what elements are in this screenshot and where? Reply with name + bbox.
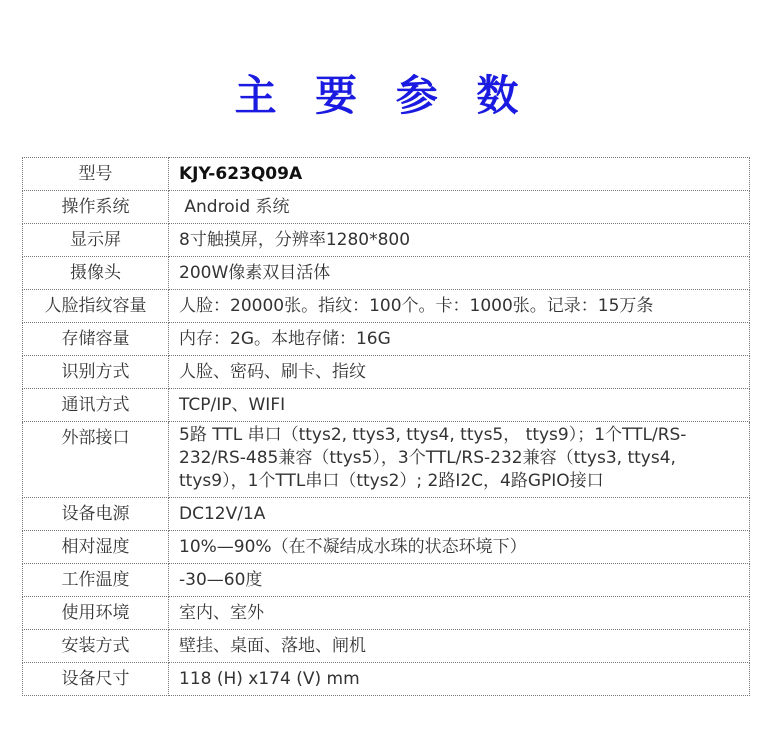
table-row [23, 323, 750, 356]
row-label-interfaces: 外部接口 [23, 422, 169, 498]
table-row [23, 191, 750, 224]
row-label-communication: 通讯方式 [23, 389, 169, 422]
table-row [23, 389, 750, 422]
row-value-temperature: -30—60度 [169, 564, 750, 597]
table-row [23, 663, 750, 696]
row-value-camera: 200W像素双目活体 [169, 257, 750, 290]
spec-table [22, 157, 750, 696]
row-value-dimensions: 118 (H) x174 (V) mm [169, 663, 750, 696]
table-row [23, 564, 750, 597]
row-value-power: DC12V/1A [169, 498, 750, 531]
row-value-model: KJY-623Q09A [169, 158, 750, 191]
row-label-power: 设备电源 [23, 498, 169, 531]
table-row [23, 257, 750, 290]
page-title: 主 要 参 数 [234, 71, 531, 120]
row-value-capacity: 人脸：20000张。指纹：100个。卡：1000张。记录：15万条 [169, 290, 750, 323]
row-value-interfaces: 5路 TTL 串口（ttys2, ttys3, ttys4, ttys5， ttys9）；1个TTL/RS-232/RS-485兼容（ttys5），3个TTL/RS-232兼容（ttys3, ttys4, ttys9），1个TTL串口（ttys2）; 2路I2C，4路GPIO接口 [169, 422, 750, 498]
row-value-os: Android 系统 [169, 191, 750, 224]
row-label-camera: 摄像头 [23, 257, 169, 290]
table-row [23, 158, 750, 191]
table-row [23, 422, 750, 498]
table-row [23, 356, 750, 389]
row-label-storage: 存储容量 [23, 323, 169, 356]
row-label-humidity: 相对湿度 [23, 531, 169, 564]
row-value-storage: 内存：2G。本地存储：16G [169, 323, 750, 356]
table-row [23, 224, 750, 257]
row-value-recognition: 人脸、密码、刷卡、指纹 [169, 356, 750, 389]
row-label-environment: 使用环境 [23, 597, 169, 630]
table-row [23, 290, 750, 323]
row-label-model: 型号 [23, 158, 169, 191]
row-label-os: 操作系统 [23, 191, 169, 224]
row-label-dimensions: 设备尺寸 [23, 663, 169, 696]
row-value-display: 8寸触摸屏，分辨率1280*800 [169, 224, 750, 257]
table-row [23, 531, 750, 564]
row-label-temperature: 工作温度 [23, 564, 169, 597]
table-row [23, 597, 750, 630]
table-row [23, 498, 750, 531]
row-label-capacity: 人脸指纹容量 [23, 290, 169, 323]
row-value-communication: TCP/IP、WIFI [169, 389, 750, 422]
row-label-recognition: 识别方式 [23, 356, 169, 389]
table-row [23, 630, 750, 663]
row-value-humidity: 10%—90%（在不凝结成水珠的状态环境下） [169, 531, 750, 564]
row-value-installation: 壁挂、桌面、落地、闸机 [169, 630, 750, 663]
row-label-installation: 安装方式 [23, 630, 169, 663]
row-value-environment: 室内、室外 [169, 597, 750, 630]
row-label-display: 显示屏 [23, 224, 169, 257]
